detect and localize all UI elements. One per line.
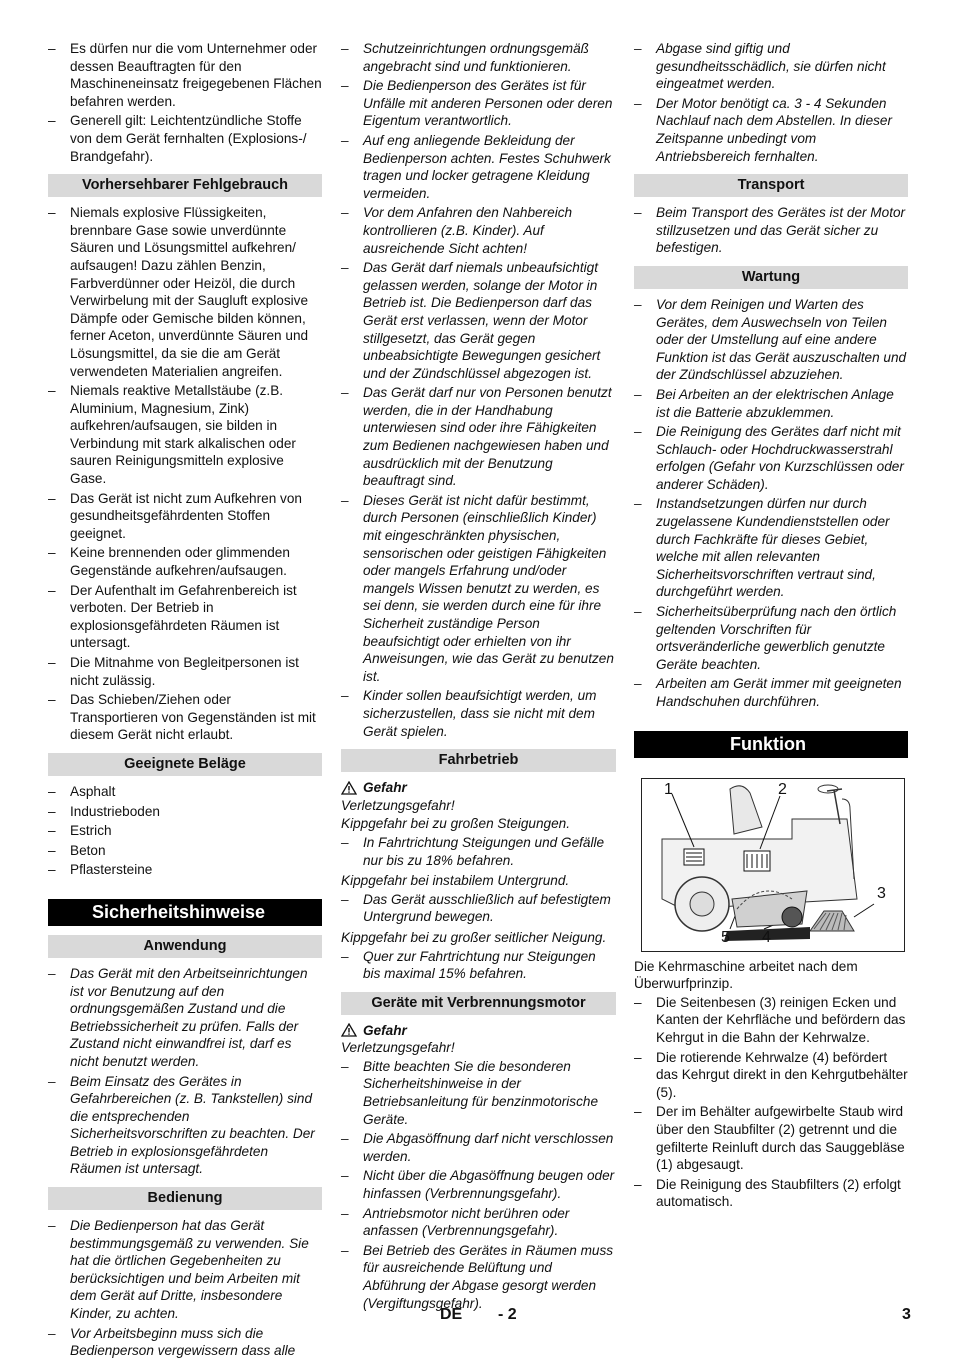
engine-list bbox=[341, 1058, 616, 1312]
list-item: – Niemals explosive Flüssigkeiten, brennbare Gase sowie unverdünnte Säuren und Lösungsmittel aufkehren/ aufsaugen! Dazu zählen Benzin, Farbverdünner oder Heizöl, die durch Verwirbelung mit der Saugluft explosive Dämpfe oder Gemische bilden können, ferner Aceton, unverdünnte Säuren und Lösungsmittel, da sie die am Gerät verwendeten Materialien angreifen. bbox=[48, 204, 322, 380]
footer-page-ref: - 2 bbox=[498, 1306, 517, 1323]
list-item: – Asphalt bbox=[48, 783, 322, 801]
list-item: – Arbeiten am Gerät immer mit geeigneten Handschuhen durchführen. bbox=[634, 675, 908, 710]
list-item: – Estrich bbox=[48, 822, 322, 840]
intro-list bbox=[48, 40, 322, 165]
injury-warning: Verletzungsgefahr! bbox=[341, 1040, 455, 1056]
list-item: – Die Bedienperson hat das Gerät bestimmungsgemäß zu verwenden. Sie hat die örtlichen Gegebenheiten zu berücksichtigen und beim Arbeiten mit dem Gerät auf Dritte, insbesondere Kinder, zu achten. bbox=[48, 1217, 322, 1323]
chapter-heading-safety: Sicherheitshinweise bbox=[48, 899, 322, 926]
misuse-list bbox=[48, 204, 322, 744]
list-item: – Quer zur Fahrtrichtung nur Steigungen bis maximal 15% befahren. bbox=[341, 948, 616, 983]
tip-list bbox=[341, 834, 616, 869]
list-item: – Es dürfen nur die vom Unternehmer oder dessen Beauftragten für den Maschineneinsatz freigegebenen Flächen befahren werden. bbox=[48, 40, 322, 110]
figure-label: 5 bbox=[721, 928, 730, 946]
warning-triangle-icon bbox=[341, 781, 357, 795]
function-intro: Die Kehrmaschine arbeitet nach dem Überwurfprinzip. bbox=[634, 958, 858, 992]
list-item: – Pflastersteine bbox=[48, 861, 322, 879]
list-item: – Keine brennenden oder glimmenden Gegenstände aufkehren/aufsaugen. bbox=[48, 544, 322, 579]
tip-text: Kippgefahr bei zu großen Steigungen. bbox=[341, 816, 570, 832]
list-item: – Die rotierende Kehrwalze (4) befördert das Kehrgut direkt in den Kehrgutbehälter (5). bbox=[634, 1049, 908, 1102]
tip-text: Kippgefahr bei zu großer seitlicher Neigung. bbox=[341, 929, 607, 945]
engine-list-continued bbox=[634, 40, 908, 165]
operation-list-continued bbox=[341, 40, 616, 740]
list-item: – Die Bedienperson des Gerätes ist für Unfälle mit anderen Personen oder deren Eigentum verantwortlich. bbox=[341, 77, 616, 130]
injury-warning: Verletzungsgefahr! bbox=[341, 797, 455, 813]
danger-warning bbox=[341, 1022, 616, 1040]
column-1 bbox=[48, 40, 322, 1363]
list-item: – Niemals reaktive Metallstäube (z.B. Aluminium, Magnesium, Zink) aufkehren/aufsaugen, sie bilden in Verbindung mit stark alkalischen oder sauren Reinigungsmitteln explosive Gase. bbox=[48, 382, 322, 488]
section-heading-surfaces: Geeignete Beläge bbox=[48, 753, 322, 776]
section-heading-use: Anwendung bbox=[48, 935, 322, 958]
list-item: – Die Seitenbesen (3) reinigen Ecken und Kanten der Kehrfläche und befördern das Kehrgut in die Bahn der Kehrwalze. bbox=[634, 994, 908, 1047]
surfaces-list bbox=[48, 783, 322, 879]
transport-list bbox=[634, 204, 908, 257]
list-item: – Bitte beachten Sie die besonderen Sicherheitshinweise in der Betriebsanleitung für benzinmotorische Geräte. bbox=[341, 1058, 616, 1128]
list-item: – Antriebsmotor nicht berühren oder anfassen (Verbrennungsgefahr). bbox=[341, 1205, 616, 1240]
list-item: – Das Schieben/Ziehen oder Transportieren von Gegenständen ist mit diesem Gerät nicht erlaubt. bbox=[48, 691, 322, 744]
list-item: – Das Gerät ausschließlich auf befestigtem Untergrund bewegen. bbox=[341, 891, 616, 926]
list-item: – Sicherheitsüberprüfung nach den örtlich geltenden Vorschriften für ortsveränderliche gewerblich genutzte Geräte beachten. bbox=[634, 603, 908, 673]
list-item: – Dieses Gerät ist nicht dafür bestimmt, durch Personen (einschließlich Kinder) mit eingeschränkten physischen, sensorischen oder geistigen Fähigkeiten oder mangels Erfahrung und/oder mangels Wissen benutzt zu werden, es sei denn, sie werden durch eine für ihre Sicherheit zuständige Person beaufsichtigt oder erhielten von ihr Anweisungen, wie das Gerät zu benutzen ist. bbox=[341, 492, 616, 686]
figure-label: 2 bbox=[778, 780, 787, 798]
list-item: – Bei Arbeiten an der elektrischen Anlage ist die Batterie abzuklemmen. bbox=[634, 386, 908, 421]
section-heading-operation: Bedienung bbox=[48, 1187, 322, 1210]
figure-label: 3 bbox=[877, 884, 886, 902]
section-heading-misuse: Vorhersehbarer Fehlgebrauch bbox=[48, 174, 322, 197]
section-heading-maintenance: Wartung bbox=[634, 266, 908, 289]
list-item: – Beton bbox=[48, 842, 322, 860]
page-number: 3 bbox=[902, 1306, 911, 1323]
list-item: – Industrieboden bbox=[48, 803, 322, 821]
list-item: – Schutzeinrichtungen ordnungsgemäß angebracht sind und funktionieren. bbox=[341, 40, 616, 75]
figure-label: 4 bbox=[762, 928, 771, 946]
tip-list bbox=[341, 891, 616, 926]
list-item: – Der im Behälter aufgewirbelte Staub wird über den Staubfilter (2) getrennt und die gefilterte Reinluft durch das Sauggebläse (1) abgesaugt. bbox=[634, 1103, 908, 1173]
chapter-heading-function: Funktion bbox=[634, 731, 908, 758]
danger-label: Gefahr bbox=[363, 780, 407, 796]
list-item: – Das Gerät ist nicht zum Aufkehren von gesundheitsgefährdenten Stoffen geeignet. bbox=[48, 490, 322, 543]
list-item: – Die Abgasöffnung darf nicht verschlossen werden. bbox=[341, 1130, 616, 1165]
sweeper-diagram bbox=[641, 778, 905, 952]
list-item: – Bei Betrieb des Gerätes in Räumen muss für ausreichende Belüftung und Abführung der Abgase gesorgt werden (Vergiftungsgefahr). bbox=[341, 1242, 616, 1312]
warning-triangle-icon bbox=[341, 1023, 357, 1037]
list-item: – Beim Transport des Gerätes ist der Motor stillzusetzen und das Gerät sicher zu befestigen. bbox=[634, 204, 908, 257]
tip-list bbox=[341, 948, 616, 983]
list-item: – Kinder sollen beaufsichtigt werden, um sicherzustellen, dass sie nicht mit dem Gerät spielen. bbox=[341, 687, 616, 740]
list-item: – Der Aufenthalt im Gefahrenbereich ist verboten. Der Betrieb in explosionsgefährdeten Räumen ist untersagt. bbox=[48, 582, 322, 652]
list-item: – Das Gerät darf nur von Personen benutzt werden, die in der Handhabung unterwiesen sind oder ihre Fähigkeiten zum Bedienen nachgewiesen haben und ausdrücklich mit der Benutzung beauftragt sind. bbox=[341, 384, 616, 490]
footer-language: DE bbox=[440, 1306, 463, 1323]
figure-label: 1 bbox=[664, 780, 673, 798]
list-item: – Die Mitnahme von Begleitpersonen ist nicht zulässig. bbox=[48, 654, 322, 689]
list-item: – Auf eng anliegende Bekleidung der Bedienperson achten. Festes Schuhwerk tragen und locker getragene Kleidung vermeiden. bbox=[341, 132, 616, 202]
list-item: – Generell gilt: Leichtentzündliche Stoffe von dem Gerät fernhalten (Explosions-/ Brandgefahr). bbox=[48, 112, 322, 165]
list-item: – Abgase sind giftig und gesundheitsschädlich, sie dürfen nicht eingeatmet werden. bbox=[634, 40, 908, 93]
list-item: – Die Reinigung des Staubfilters (2) erfolgt automatisch. bbox=[634, 1176, 908, 1211]
sweeper-illustration bbox=[642, 779, 904, 951]
danger-warning bbox=[341, 779, 616, 797]
list-item: – Der Motor benötigt ca. 3 - 4 Sekunden Nachlauf nach dem Abstellen. In dieser Zeitspanne unbedingt vom Antriebsbereich fernhalten. bbox=[634, 95, 908, 165]
column-2 bbox=[341, 40, 616, 1315]
list-item: – Vor Arbeitsbeginn muss sich die Bedienperson vergewissern dass alle bbox=[48, 1325, 322, 1360]
section-heading-driving: Fahrbetrieb bbox=[341, 749, 616, 772]
maintenance-list bbox=[634, 296, 908, 711]
section-heading-engine: Geräte mit Verbrennungsmotor bbox=[341, 992, 616, 1015]
list-item: – Das Gerät mit den Arbeitseinrichtungen ist vor Benutzung auf den ordnungsgemäßen Zustand und die Betriebssicherheit zu prüfen. Falls der Zustand nicht einwandfrei ist, darf es nicht benutzt werden. bbox=[48, 965, 322, 1071]
list-item: – Die Reinigung des Gerätes darf nicht mit Schlauch- oder Hochdruckwasserstrahl erfolgen (Gefahr von Kurzschlüssen oder anderer Schäden). bbox=[634, 423, 908, 493]
list-item: – Das Gerät darf niemals unbeaufsichtigt gelassen werden, solange der Motor in Betrieb ist. Die Bedienperson darf das Gerät erst verlassen, wenn der Motor stillgesetzt, das Gerät gegen unbeabsichtigte Bewegungen gesichert und der Zündschlüssel abgezogen ist. bbox=[341, 259, 616, 382]
function-list bbox=[634, 994, 908, 1211]
list-item: – Nicht über die Abgasöffnung beugen oder hinfassen (Verbrennungsgefahr). bbox=[341, 1167, 616, 1202]
use-list bbox=[48, 965, 322, 1178]
list-item: – Vor dem Anfahren den Nahbereich kontrollieren (z.B. Kinder). Auf ausreichende Sicht achten! bbox=[341, 204, 616, 257]
column-3 bbox=[634, 40, 908, 1214]
tip-text: Kippgefahr bei instabilem Untergrund. bbox=[341, 873, 570, 889]
operation-list bbox=[48, 1217, 322, 1360]
list-item: – Instandsetzungen dürfen nur durch zugelassene Kundendienststellen oder durch Fachkräfte für dieses Gebiet, welche mit allen relevanten Sicherheitsvorschriften vertraut sind, durchgeführt werden. bbox=[634, 495, 908, 601]
list-item: – Vor dem Reinigen und Warten des Gerätes, dem Auswechseln von Teilen oder der Umstellung auf eine andere Funktion ist das Gerät auszuschalten und der Zündschlüssel abzuziehen. bbox=[634, 296, 908, 384]
danger-label: Gefahr bbox=[363, 1022, 407, 1038]
list-item: – Beim Einsatz des Gerätes in Gefahrbereichen (z. B. Tankstellen) sind die entsprechenden Sicherheitsvorschriften zu beachten. Der Betrieb in explosionsgefährdeten Räumen ist untersagt. bbox=[48, 1073, 322, 1179]
section-heading-transport: Transport bbox=[634, 174, 908, 197]
list-item: – In Fahrtrichtung Steigungen und Gefälle nur bis zu 18% befahren. bbox=[341, 834, 616, 869]
